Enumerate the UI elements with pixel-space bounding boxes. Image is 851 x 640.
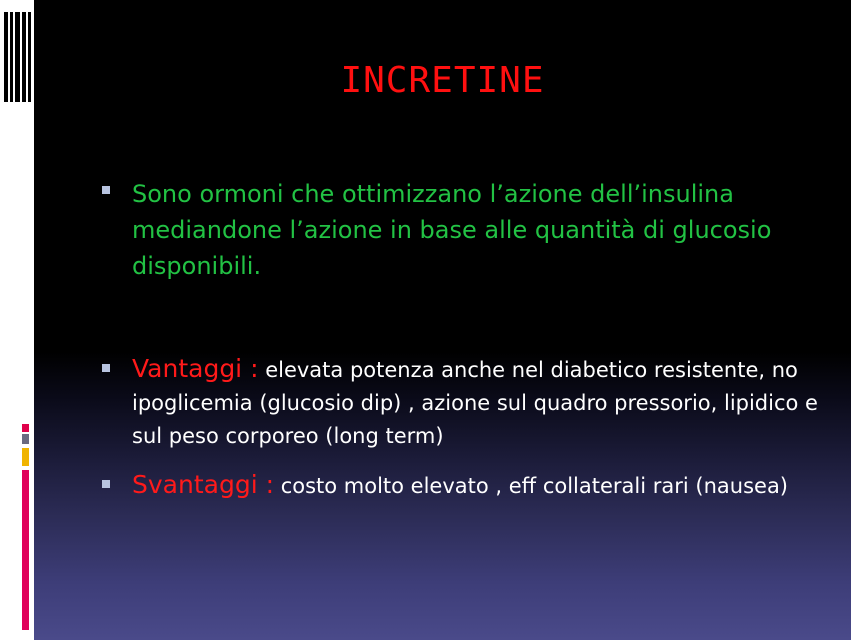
accent-block [22, 434, 29, 444]
deco-bar [15, 12, 20, 102]
slide-title: INCRETINE [340, 60, 545, 101]
deco-bar [4, 12, 8, 102]
deco-bar [22, 12, 26, 102]
square-bullet-icon [102, 480, 110, 488]
decorative-bars [0, 12, 34, 102]
bullet-text: Sono ormoni che ottimizzano l’azione dell’insulina mediandone l’azione in base alle quantità di glucosio disponibili. [132, 180, 772, 280]
accent-block [22, 424, 29, 432]
bullet-body: costo molto elevato , eff collaterali rari (nausea) [274, 474, 789, 498]
bullet-text [132, 352, 822, 453]
square-bullet-icon [102, 186, 110, 194]
deco-bar [28, 12, 31, 102]
accent-block [22, 448, 29, 466]
bullet-lead: Svantaggi : [132, 470, 275, 499]
bullet-lead: Vantaggi : [132, 354, 259, 383]
slide-panel [34, 0, 851, 640]
square-bullet-icon [102, 364, 110, 372]
bullet-text [132, 468, 822, 503]
accent-block [22, 470, 29, 630]
side-accents [22, 424, 32, 630]
bullet-body: elevata potenza anche nel diabetico resistente, no ipoglicemia (glucosio dip) , azione sul quadro pressorio, lipidico e sul peso corporeo (long term) [132, 358, 818, 448]
deco-bar [10, 12, 13, 102]
left-decorative-strip [0, 0, 34, 640]
